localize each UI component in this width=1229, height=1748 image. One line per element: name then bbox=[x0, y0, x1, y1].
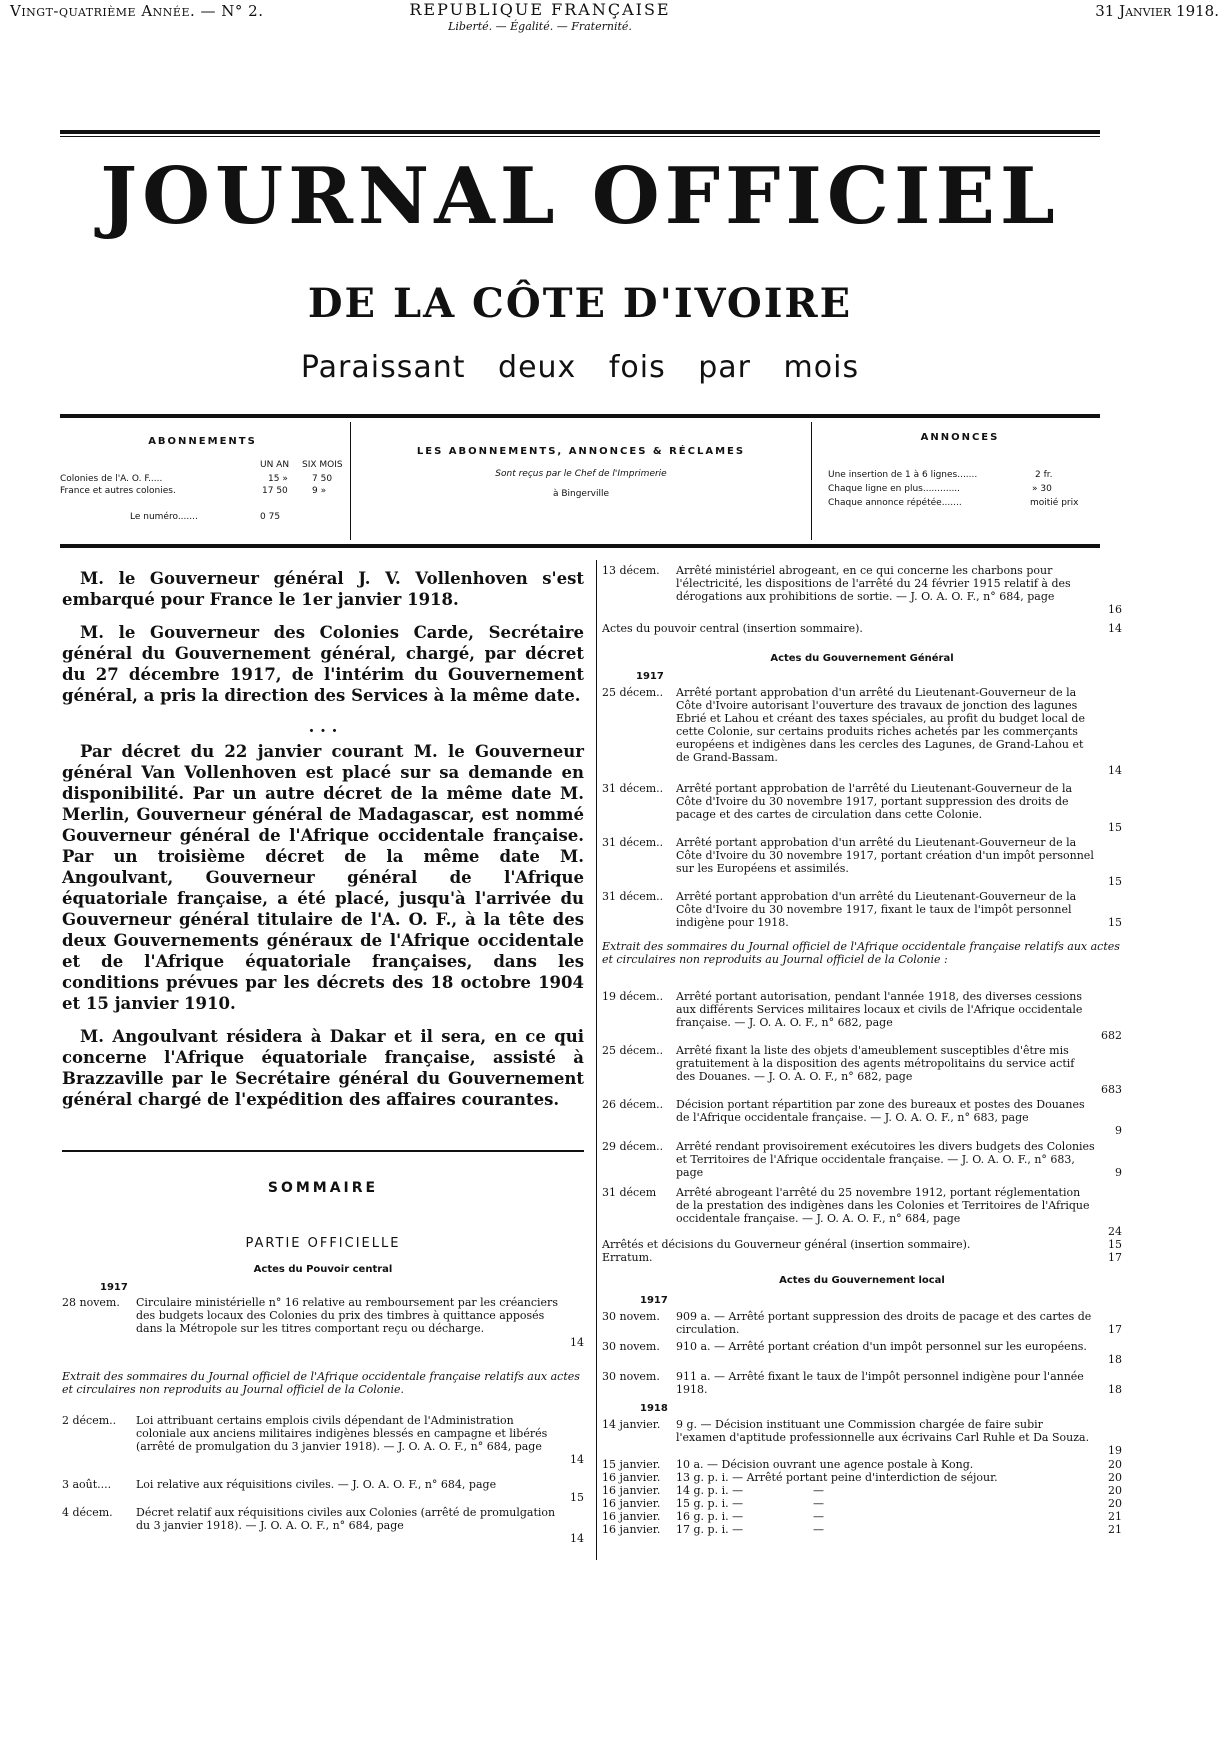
entry-text: Arrêté portant approbation d'un arrêté du Lieutenant-Gouverneur de la Côte d'Ivoire du 30 novembre 1917, fixant le taux de l'impôt personnel indigène pour 1918. bbox=[676, 890, 1077, 929]
entry-text: Arrêté portant autorisation, pendant l'année 1918, des diverses cessions aux différents Services militaires locaux et civils de l'Afrique occidentale française. — J. O. A. O. F., n° 682, page bbox=[676, 990, 1083, 1029]
entry-page: 14 bbox=[570, 1532, 584, 1545]
extrait-left: Extrait des sommaires du Journal officiel de l'Afrique occidentale française relatifs aux actes et circulaires non reproduits au Journal officiel de la Colonie. bbox=[62, 1370, 580, 1396]
left-entries-2 bbox=[62, 1414, 584, 1554]
separator-dots: . . . bbox=[308, 717, 338, 736]
issue-date: 31 Janvier 1918. bbox=[1095, 2, 1219, 20]
entry-date: 28 novem. bbox=[62, 1296, 120, 1309]
entry-date: 4 décem. bbox=[62, 1506, 113, 1519]
entry-text: Arrêté portant approbation d'un arrêté du Lieutenant-Gouverneur de la Côte d'Ivoire du 30 novembre 1917, portant création d'un impôt personnel sur les Européens et assimilés. bbox=[676, 836, 1094, 875]
entry-page: 21 bbox=[1108, 1523, 1122, 1536]
entry-page: 18 bbox=[1108, 1383, 1122, 1396]
announcement-paragraph: Par décret du 22 janvier courant M. le Gouverneur général Van Vollenhoven est placé sur sa demande en disponibilité. Par un autre décret de la même date M. Merlin, Gouverneur général de Madagascar, est nommé Gouverneur général de l'Afrique occidentale française. Par un troisième décret de la même date M. Angoulvant, Gouverneur général de l'Afrique équatoriale française, a été placé, jusqu'à l'arrivée du Gouverneur général titulaire de l'A. O. F., à la tête des deux Gouvernements généraux de l'Afrique occidentale et de l'Afrique équatoriale françaises, dans les conditions prévues par les décrets des 18 octobre 1904 et 15 janvier 1910. bbox=[62, 742, 584, 1013]
entry-text: Arrêté fixant la liste des objets d'ameublement susceptibles d'être mis gratuitement à la disposition des agents métropolitains du service actif des Douanes. — J. O. A. O. F., n° 682, page bbox=[676, 1044, 1075, 1083]
entry-date: 16 janvier. bbox=[602, 1523, 661, 1536]
ann-row-label: Chaque annonce répétée....... bbox=[828, 498, 962, 508]
entry-page: 14 bbox=[570, 1336, 584, 1349]
entry-date: 31 décem bbox=[602, 1186, 657, 1199]
entry-page: 15 bbox=[570, 1491, 584, 1504]
right-entries bbox=[602, 564, 1122, 1164]
entry-date: 31 décem.. bbox=[602, 836, 664, 849]
entry-page: 9 bbox=[1115, 1124, 1122, 1137]
sub-row-year: 17 50 bbox=[262, 486, 288, 496]
right-entries-2 bbox=[602, 1140, 1122, 1710]
ann-row-label: Chaque ligne en plus............. bbox=[828, 484, 961, 494]
entry-text: Loi attribuant certains emplois civils dépendant de l'Administration coloniale aux anciens militaires indigènes blessés en campagne et libérés (arrêté de promulgation du 3 janvier 1918). — J. O. A. O. F., n° 684, page bbox=[136, 1414, 548, 1453]
subscriptions-heading: ABONNEMENTS bbox=[148, 436, 257, 447]
announcements-heading: ANNONCES bbox=[920, 432, 1000, 443]
entry-text: 13 g. p. i. — Arrêté portant peine d'interdiction de séjour. bbox=[676, 1471, 998, 1484]
entry-date: 26 décem.. bbox=[602, 1098, 664, 1111]
section-pouvoir-central: Actes du Pouvoir central bbox=[253, 1264, 393, 1275]
entry-page: 20 bbox=[1108, 1484, 1122, 1497]
entry-text: 9 g. — Décision instituant une Commission chargée de faire subir l'examen d'aptitude professionnelle aux écrivains Carl Ruhle et Da Souza. bbox=[676, 1418, 1090, 1444]
entry-text: 910 a. — Arrêté portant création d'un impôt personnel sur les européens. bbox=[676, 1340, 1087, 1353]
left-announcements bbox=[62, 568, 584, 1122]
left-separator bbox=[62, 1150, 584, 1152]
announcement-paragraph: M. Angoulvant résidera à Dakar et il sera, en ce qui concerne l'Afrique équatoriale française, assisté à Brazzaville par le Secrétaire général du Gouvernement général chargé de l'expédition des affaires courantes. bbox=[62, 1027, 584, 1109]
column-divider bbox=[596, 560, 597, 1560]
entry-date: 3 août.... bbox=[62, 1478, 112, 1491]
year-1917: 1917 bbox=[100, 1282, 128, 1293]
entry-text: 10 a. — Décision ouvrant une agence postale à Kong. bbox=[676, 1458, 974, 1471]
entry-date: 25 décem.. bbox=[602, 686, 664, 699]
entry-text: Circulaire ministérielle n° 16 relative au remboursement par les créanciers des budgets locaux des Colonies du prix des timbres à quittance apposés dans la Métropole sur les titres comportant reçu ou décharge. bbox=[136, 1296, 558, 1335]
year-1918: 1918 bbox=[640, 1403, 668, 1414]
entry-date: 25 décem.. bbox=[602, 1044, 664, 1057]
entry-date: 31 décem.. bbox=[602, 782, 664, 795]
entry-date: 14 janvier. bbox=[602, 1418, 661, 1431]
entry-page: 19 bbox=[1108, 1444, 1122, 1457]
entry-page: 9 bbox=[1115, 1166, 1122, 1179]
entry-date: 30 novem. bbox=[602, 1370, 660, 1383]
entry-date: 30 novem. bbox=[602, 1340, 660, 1353]
entry-page: 15 bbox=[1108, 916, 1122, 929]
entry-date: 2 décem.. bbox=[62, 1414, 117, 1427]
masthead-topline bbox=[0, 0, 1219, 40]
entry-date: 30 novem. bbox=[602, 1310, 660, 1323]
section-gouvernement-local: Actes du Gouvernement local bbox=[779, 1275, 945, 1286]
journal-subtitle: DE LA CÔTE D'IVOIRE bbox=[307, 280, 853, 327]
motto: Liberté. — Égalité. — Fraternité. bbox=[448, 20, 632, 33]
sub-row-label: France et autres colonies. bbox=[60, 486, 176, 496]
entry-text: Arrêté portant approbation de l'arrêté du Lieutenant-Gouverneur de la Côte d'Ivoire du 30 novembre 1917, portant suppression des droits de pacage et des cartes de circulation dans cette Colonie. bbox=[676, 782, 1073, 821]
left-entries-1 bbox=[62, 1296, 584, 1366]
entry-page: 16 bbox=[1108, 603, 1122, 616]
sub-row-six: 7 50 bbox=[312, 474, 333, 484]
entry-date: 29 décem.. bbox=[602, 1140, 664, 1153]
entry-date: 15 janvier. bbox=[602, 1458, 661, 1471]
box-bottom-rule bbox=[60, 544, 1100, 548]
ann-row-price: » 30 bbox=[1032, 484, 1052, 494]
entry-page: 15 bbox=[1108, 821, 1122, 834]
ann-row-label: Une insertion de 1 à 6 lignes....... bbox=[828, 470, 978, 480]
entry-page: 14 bbox=[1108, 764, 1122, 777]
entry-text: 15 g. p. i. — — bbox=[676, 1497, 825, 1510]
center-box-line1: Sont reçus par le Chef de l'Imprimerie bbox=[495, 469, 667, 479]
entry-page: 24 bbox=[1108, 1225, 1122, 1238]
entry-date: 31 décem.. bbox=[602, 890, 664, 903]
entry-text: 911 a. — Arrêté fixant le taux de l'impôt personnel indigène pour l'année 1918. bbox=[676, 1370, 1084, 1396]
col-header-six: SIX MOIS bbox=[302, 460, 343, 470]
entry-date: 19 décem.. bbox=[602, 990, 664, 1003]
entry-page: 15 bbox=[1108, 875, 1122, 888]
entry-date: 16 janvier. bbox=[602, 1510, 661, 1523]
entry-text: Arrêté rendant provisoirement exécutoires les divers budgets des Colonies et Territoires de l'Afrique occidentale française. — J. O. A. O. F., n° 683, page bbox=[676, 1140, 1095, 1179]
top-rule-thin bbox=[60, 136, 1100, 137]
partie-officielle: PARTIE OFFICIELLE bbox=[245, 1236, 401, 1251]
entry-text: Arrêté ministériel abrogeant, en ce qui concerne les charbons pour l'électricité, les dispositions de l'arrêté du 24 février 1915 relatif à des dérogations aux prohibitions de sortie. — J. O. A. O. F., n° 684, page bbox=[676, 564, 1071, 603]
entry-text: 17 g. p. i. — — bbox=[676, 1523, 825, 1536]
col-header-year: UN AN bbox=[260, 460, 290, 470]
entry-page: 17 bbox=[1108, 1251, 1122, 1264]
entry-date: 13 décem. bbox=[602, 564, 660, 577]
entry-text: Actes du pouvoir central (insertion sommaire). bbox=[602, 622, 863, 635]
entry-text: 16 g. p. i. — — bbox=[676, 1510, 825, 1523]
entry-date: 16 janvier. bbox=[602, 1471, 661, 1484]
entry-page: 14 bbox=[1108, 622, 1122, 635]
sub-row-label: Colonies de l'A. O. F..... bbox=[60, 474, 163, 484]
number-label: Le numéro....... bbox=[130, 512, 198, 522]
sub-row-year: 15 » bbox=[268, 474, 288, 484]
sub-row-six: 9 » bbox=[312, 486, 327, 496]
entry-text: Décision portant répartition par zone des bureaux et postes des Douanes de l'Afrique occidentale française. — J. O. A. O. F., n° 683, page bbox=[676, 1098, 1085, 1124]
subscriptions-column bbox=[60, 422, 345, 540]
entry-page: 14 bbox=[570, 1453, 584, 1466]
entry-page: 18 bbox=[1108, 1353, 1122, 1366]
entry-page: 682 bbox=[1101, 1029, 1122, 1042]
center-box-line2: à Bingerville bbox=[552, 489, 610, 499]
entry-text: Loi relative aux réquisitions civiles. — J. O. A. O. F., n° 684, page bbox=[136, 1478, 497, 1491]
announcement-paragraph: M. le Gouverneur général J. V. Vollenhoven s'est embarqué pour France le 1er janvier 1918. bbox=[62, 569, 584, 609]
year-number: Vingt-quatrième Année. — N° 2. bbox=[10, 2, 264, 20]
entry-text: Arrêtés et décisions du Gouverneur général (insertion sommaire). bbox=[602, 1238, 971, 1251]
entry-page: 17 bbox=[1108, 1323, 1122, 1336]
top-rule bbox=[60, 130, 1100, 134]
extrait-right: Extrait des sommaires du Journal officiel de l'Afrique occidentale française relatifs aux actes et circulaires non reproduits au Journal officiel de la Colonie : bbox=[602, 940, 1120, 966]
entry-date: 16 janvier. bbox=[602, 1484, 661, 1497]
entry-page: 15 bbox=[1108, 1238, 1122, 1251]
subscription-box bbox=[60, 422, 1100, 542]
entry-page: 20 bbox=[1108, 1497, 1122, 1510]
announcement-paragraph: M. le Gouverneur des Colonies Carde, Secrétaire général du Gouvernement général, chargé, par décret du 27 décembre 1917, de l'intérim du Gouvernement général, a pris la direction des Services à la même date. bbox=[62, 623, 584, 705]
entry-page: 20 bbox=[1108, 1458, 1122, 1471]
republic-label: REPUBLIQUE FRANÇAISE bbox=[409, 0, 671, 19]
sommaire-title: SOMMAIRE bbox=[267, 1180, 379, 1196]
entry-date: 16 janvier. bbox=[602, 1497, 661, 1510]
entry-text: 909 a. — Arrêté portant suppression des droits de pacage et des cartes de circulation. bbox=[676, 1310, 1092, 1336]
ann-row-price: 2 fr. bbox=[1035, 470, 1053, 480]
ann-row-price: moitié prix bbox=[1030, 498, 1079, 508]
number-price: 0 75 bbox=[260, 512, 281, 522]
entry-text: Arrêté portant approbation d'un arrêté du Lieutenant-Gouverneur de la Côte d'Ivoire autorisant l'ouverture des travaux de jonction des lagunes Ebrié et Lahou et créant des taxes spéciales, au profit du budget local de cette Colonie, sur certains produits riches achetés par les commerçants européens et indigènes dans les cercles des Lagunes, de Grand-Lahou et de Grand-Bassam. bbox=[676, 686, 1085, 764]
section-gouvernement-general: Actes du Gouvernement Général bbox=[770, 653, 954, 664]
entry-text: Erratum. bbox=[602, 1251, 653, 1264]
year-1917: 1917 bbox=[636, 671, 664, 682]
center-box-heading: LES ABONNEMENTS, ANNONCES & RÉCLAMES bbox=[416, 446, 746, 457]
journal-title: JOURNAL OFFICIEL bbox=[100, 151, 1060, 242]
publication-frequency: Paraissant deux fois par mois bbox=[300, 350, 860, 385]
center-box bbox=[350, 422, 812, 540]
entry-page: 20 bbox=[1108, 1471, 1122, 1484]
entry-text: Arrêté abrogeant l'arrêté du 25 novembre 1912, portant réglementation de la prestation des indigènes dans les Colonies et Territoires de l'Afrique occidentale française. — J. O. A. O. F., n° 684, page bbox=[676, 1186, 1090, 1225]
entry-text: Décret relatif aux réquisitions civiles aux Colonies (arrêté de promulgation du 3 janvier 1918). — J. O. A. O. F., n° 684, page bbox=[136, 1506, 556, 1532]
entry-text: 14 g. p. i. — — bbox=[676, 1484, 825, 1497]
entry-page: 683 bbox=[1101, 1083, 1122, 1096]
year-1917: 1917 bbox=[640, 1295, 668, 1306]
box-top-rule bbox=[60, 414, 1100, 418]
entry-page: 21 bbox=[1108, 1510, 1122, 1523]
announcements-column bbox=[820, 422, 1100, 540]
